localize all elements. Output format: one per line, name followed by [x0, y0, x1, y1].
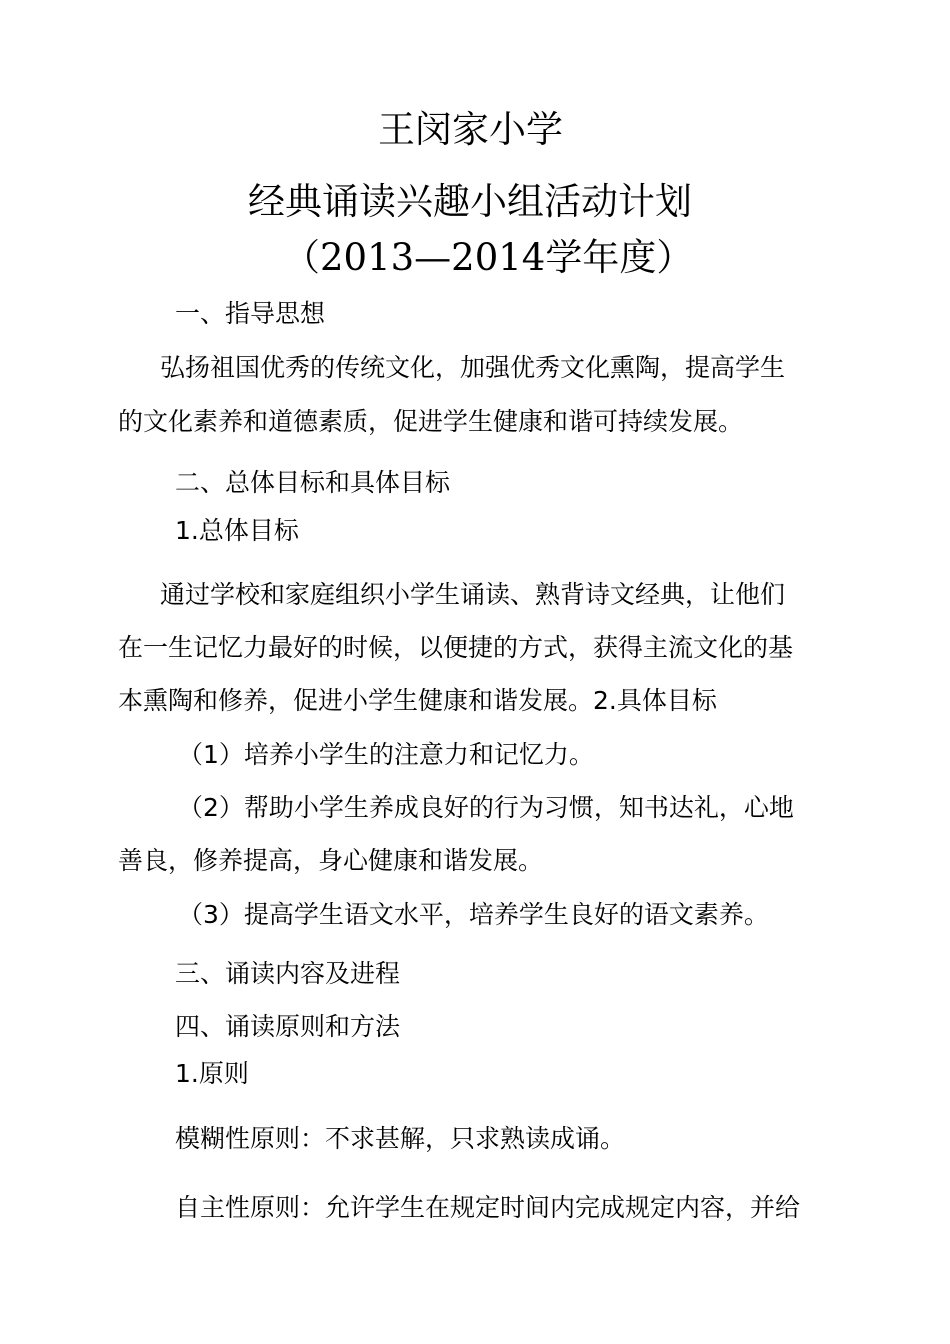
- school-year: （2013—2014学年度）: [283, 236, 694, 279]
- goal-item-2: （2）帮助小学生养成良好的行为习惯，知书达礼，心地: [178, 793, 794, 822]
- paragraph-line: 的文化素养和道德素质，促进学生健康和谐可持续发展。: [118, 407, 744, 436]
- section-heading-goals: 二、总体目标和具体目标: [175, 468, 451, 497]
- paragraph-line: 善良，修养提高，身心健康和谐发展。: [118, 846, 544, 875]
- paragraph-line: 通过学校和家庭组织小学生诵读、熟背诗文经典，让他们: [160, 580, 786, 609]
- paragraph-line: 在一生记忆力最好的时候，以便捷的方式，获得主流文化的基: [118, 633, 794, 662]
- section-heading-guiding-thought: 一、指导思想: [175, 299, 326, 328]
- goal-item-1: （1）培养小学生的注意力和记忆力。: [178, 740, 594, 769]
- paragraph-line: 本熏陶和修养，促进小学生健康和谐发展。2.具体目标: [118, 686, 717, 715]
- plan-title: 经典诵读兴趣小组活动计划: [248, 180, 692, 223]
- school-name: 王闵家小学: [378, 108, 563, 151]
- principle-item: 自主性原则：允许学生在规定时间内完成规定内容，并给: [175, 1193, 801, 1222]
- section-heading-principles: 四、诵读原则和方法: [175, 1012, 401, 1041]
- subheading-overall-goal: 1.总体目标: [175, 516, 299, 545]
- goal-item-3: （3）提高学生语文水平，培养学生良好的语文素养。: [178, 900, 769, 929]
- subheading-principles: 1.原则: [175, 1059, 249, 1088]
- principle-item: 模糊性原则：不求甚解，只求熟读成诵。: [175, 1124, 626, 1153]
- section-heading-content: 三、诵读内容及进程: [175, 959, 401, 988]
- paragraph-line: 弘扬祖国优秀的传统文化，加强优秀文化熏陶，提高学生: [160, 353, 786, 382]
